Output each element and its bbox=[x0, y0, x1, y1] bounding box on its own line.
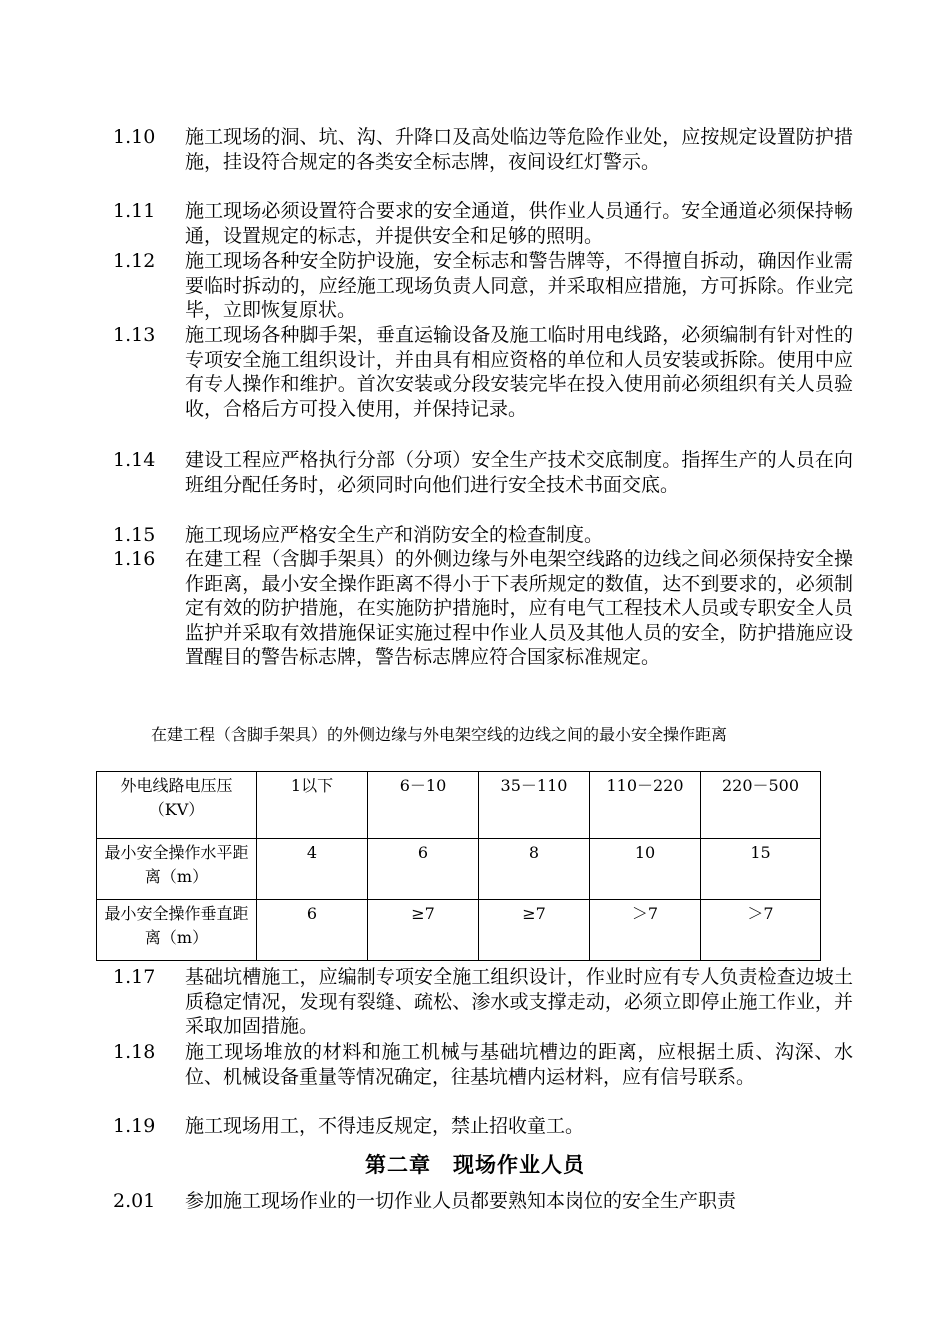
table-cell: 6－10 bbox=[368, 772, 479, 839]
clause-number: 1.16 bbox=[113, 548, 156, 570]
table-cell: 1以下 bbox=[257, 772, 368, 839]
clause-text: 施工现场的洞、坑、沟、升降口及高处临边等危险作业处，应按规定设置防护措施，挂设符合规定的各类安全标志牌，夜间设红灯警示。 bbox=[185, 126, 853, 173]
row-header: 外电线路电压压（KV） bbox=[97, 772, 257, 839]
clause-number: 1.17 bbox=[113, 966, 156, 988]
clause-number: 1.15 bbox=[113, 524, 156, 546]
table-cell: 110－220 bbox=[590, 772, 701, 839]
clause-number: 1.19 bbox=[113, 1115, 156, 1137]
clause-number: 2.01 bbox=[113, 1190, 156, 1212]
clause-text: 施工现场堆放的材料和施工机械与基础坑槽边的距离，应根据土质、沟深、水位、机械设备重量等情况确定，往基坑槽内运材料，应有信号联系。 bbox=[185, 1041, 853, 1088]
clause-text: 施工现场各种安全防护设施，安全标志和警告牌等，不得擅自拆动，确因作业需要临时拆动的，应经施工现场负责人同意，并采取相应措施，方可拆除。作业完毕，立即恢复原状。 bbox=[185, 250, 853, 321]
table-cell: 4 bbox=[257, 839, 368, 900]
clause-text: 施工现场必须设置符合要求的安全通道，供作业人员通行。安全通道必须保持畅通，设置规定的标志，并提供安全和足够的照明。 bbox=[185, 200, 853, 247]
table-row bbox=[97, 839, 821, 900]
clause-text: 参加施工现场作业的一切作业人员都要熟知本岗位的安全生产职责 bbox=[185, 1190, 737, 1212]
clause-number: 1.10 bbox=[113, 126, 156, 148]
clause-text: 施工现场应严格安全生产和消防安全的检查制度。 bbox=[185, 524, 604, 546]
clause-number: 1.14 bbox=[113, 449, 156, 471]
clause-text: 建设工程应严格执行分部（分项）安全生产技术交底制度。指挥生产的人员在向班组分配任务时，必须同时向他们进行安全技术书面交底。 bbox=[185, 449, 853, 496]
table-cell: ＞7 bbox=[590, 900, 701, 961]
clause-number: 1.18 bbox=[113, 1041, 156, 1063]
table-caption: 在建工程（含脚手架具）的外侧边缘与外电架空线的边线之间的最小安全操作距离 bbox=[151, 725, 728, 744]
row-header: 最小安全操作垂直距离（m） bbox=[97, 900, 257, 961]
table-cell: 15 bbox=[701, 839, 821, 900]
clause-text: 施工现场各种脚手架，垂直运输设备及施工临时用电线路，必须编制有针对性的专项安全施工组织设计，并由具有相应资格的单位和人员安装或拆除。使用中应有专人操作和维护。首次安装或分段安装完毕在投入使用前必须组织有关人员验收，合格后方可投入使用，并保持记录。 bbox=[185, 324, 853, 420]
table-row bbox=[97, 772, 821, 839]
row-header: 最小安全操作水平距离（m） bbox=[97, 839, 257, 900]
table-cell: 8 bbox=[479, 839, 590, 900]
clause-text: 在建工程（含脚手架具）的外侧边缘与外电架空线路的边线之间必须保持安全操作距离，最小安全操作距离不得小于下表所规定的数值，达不到要求的，必须制定有效的防护措施，在实施防护措施时，应有电气工程技术人员或专职安全人员监护并采取有效措施保证实施过程中作业人员及其他人员的安全，防护措施应设置醒目的警告标志牌，警告标志牌应符合国家标准规定。 bbox=[185, 548, 853, 668]
table-cell: ＞7 bbox=[701, 900, 821, 961]
table-cell: 220－500 bbox=[701, 772, 821, 839]
clause-number: 1.12 bbox=[113, 250, 156, 272]
clause-number: 1.13 bbox=[113, 324, 156, 346]
safety-distance-table bbox=[96, 771, 821, 961]
clause-text: 施工现场用工，不得违反规定，禁止招收童工。 bbox=[185, 1115, 585, 1137]
table-cell: ≥7 bbox=[368, 900, 479, 961]
table-cell: 35－110 bbox=[479, 772, 590, 839]
table-cell: 10 bbox=[590, 839, 701, 900]
clause-number: 1.11 bbox=[113, 200, 156, 222]
table-cell: 6 bbox=[257, 900, 368, 961]
table-cell: 6 bbox=[368, 839, 479, 900]
table-row bbox=[97, 900, 821, 961]
table-cell: ≥7 bbox=[479, 900, 590, 961]
clause-text: 基础坑槽施工，应编制专项安全施工组织设计，作业时应有专人负责检查边坡土质稳定情况，发现有裂缝、疏松、渗水或支撑走动，必须立即停止施工作业，并采取加固措施。 bbox=[185, 966, 853, 1037]
chapter-heading: 第二章 现场作业人员 bbox=[365, 1152, 585, 1177]
